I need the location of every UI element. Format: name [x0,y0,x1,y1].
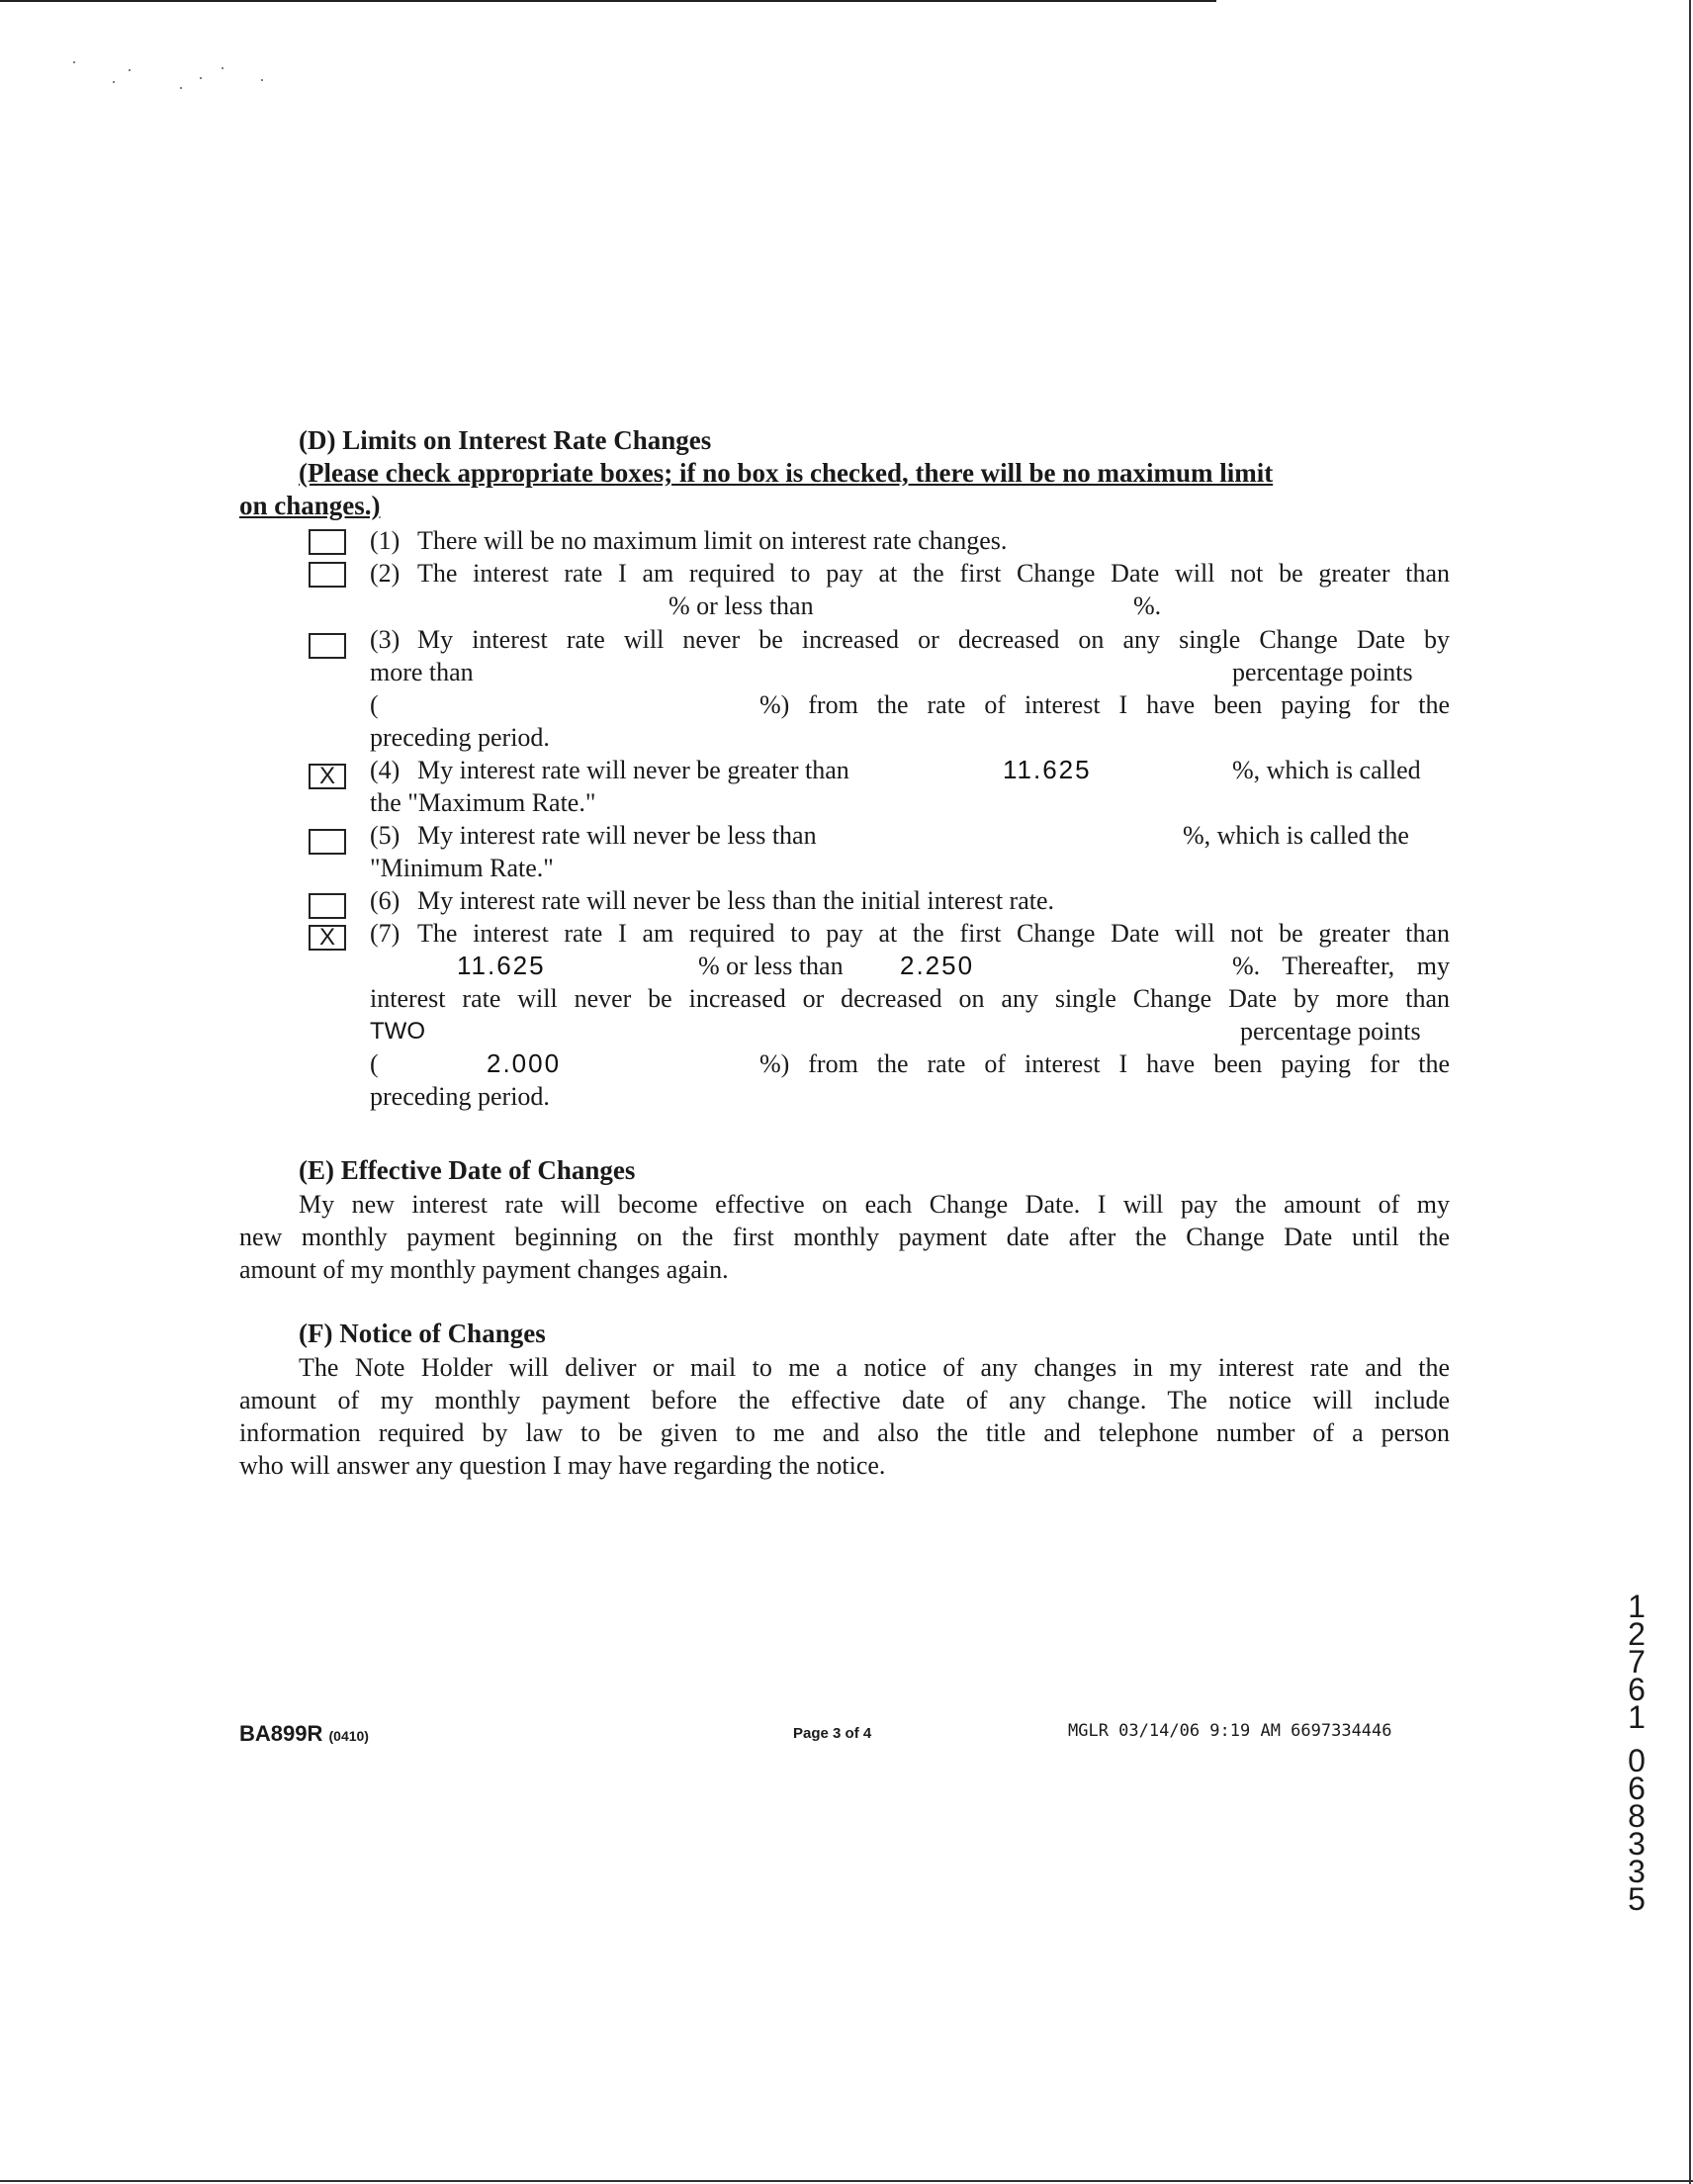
item-3-percentage-points: percentage points [1232,658,1413,686]
section-f-title: (F) Notice of Changes [299,1319,546,1348]
section-f-line-3: information required by law to be given to me and also the title and telephone number of a person [239,1418,1450,1447]
item-7-line-1: The interest rate I am required to pay at the first Change Date will not be greater than [417,919,1450,948]
document-id: MGLR 03/14/06 9:19 AM 6697334446 [1068,1721,1392,1741]
item-3-from-rate: %) from the rate of interest I have been paying for the [759,690,1450,719]
section-f-line-2: amount of my monthly payment before the effective date of any change. The notice will include [239,1386,1450,1414]
side-digit: 3 [1628,1854,1646,1889]
checkbox-item-1[interactable] [309,529,346,555]
item-7-from-rate: %) from the rate of interest I have been paying for the [759,1049,1450,1078]
side-digit: 1 [1628,1699,1646,1735]
side-digit: 3 [1628,1826,1646,1862]
section-e-line-2: new monthly payment beginning on the first monthly payment date after the Change Date until the [239,1223,1450,1251]
item-7-number: (7) [370,919,401,948]
checkbox-item-6[interactable] [309,893,346,919]
form-revision: (0410) [328,1728,369,1744]
item-3-preceding: preceding period. [370,723,550,752]
side-digit: 6 [1628,1672,1646,1707]
side-digit: 7 [1628,1644,1646,1680]
page-number: Page 3 of 4 [793,1725,872,1742]
item-2-pct-end: %. [1133,592,1162,620]
item-7-preceding: preceding period. [370,1082,550,1111]
form-code-text: BA899R [239,1721,323,1746]
side-digit: 5 [1628,1881,1646,1917]
checkbox-item-7[interactable]: X [309,925,346,951]
item-5-line-2: "Minimum Rate." [370,854,554,882]
item-4-line-1: My interest rate will never be greater than [417,756,849,784]
section-d-instruction-1: (Please check appropriate boxes; if no box is checked, there will be no maximum limit [299,458,1274,488]
item-4-number: (4) [370,756,401,784]
item-2-line-1: The interest rate I am required to pay at the first Change Date will not be greater than [417,559,1450,588]
checkbox-item-5[interactable] [309,829,346,855]
item-7-thereafter: %. Thereafter, my [1232,952,1450,980]
item-6-number: (6) [370,886,401,915]
checkbox-item-3[interactable] [309,633,346,659]
section-d-title: (D) Limits on Interest Rate Changes [299,425,712,455]
item-4-maximum-rate-value[interactable]: 11.625 [1003,755,1092,784]
item-3-more-than: more than [370,658,474,686]
item-3-paren: ( [370,690,379,719]
item-7-first-change-max-value[interactable]: 11.625 [457,951,546,980]
section-e-line-1: My new interest rate will become effective on each Change Date. I will pay the amount of my [299,1190,1450,1219]
item-7-line-3: interest rate will never be increased or decreased on any single Change Date by more than [370,984,1450,1013]
item-1-text: There will be no maximum limit on interest rate changes. [417,526,1008,555]
section-f-line-1: The Note Holder will deliver or mail to me a notice of any changes in my interest rate and the [299,1353,1450,1382]
item-5-line-1: My interest rate will never be less than [417,821,817,850]
item-7-percentage-points: percentage points [1240,1017,1421,1046]
item-7-points-words[interactable]: TWO [370,1018,425,1045]
section-f-line-4: who will answer any question I may have regarding the notice. [239,1451,886,1480]
item-4-suffix: %, which is called [1232,756,1421,784]
checkbox-item-4[interactable]: X [309,764,346,789]
side-digit: 6 [1628,1771,1646,1806]
item-7-paren: ( [370,1049,379,1078]
section-d-instruction-2: on changes.) [239,491,381,520]
section-e-title: (E) Effective Date of Changes [299,1155,636,1185]
item-7-pct-or-less: % or less than [698,952,844,980]
scan-specks [69,59,267,99]
item-5-suffix: %, which is called the [1183,821,1409,850]
item-7-points-value[interactable]: 2.000 [487,1048,562,1078]
side-digit: 1 [1628,1589,1646,1624]
item-4-line-2: the "Maximum Rate." [370,788,596,817]
item-1-number: (1) [370,526,401,555]
page-edge-right [1689,0,1691,2184]
item-3-line-1: My interest rate will never be increased or decreased on any single Change Date by [417,625,1450,654]
side-digit: 8 [1628,1798,1646,1834]
item-7-first-change-min-value[interactable]: 2.250 [900,951,975,980]
item-2-number: (2) [370,559,401,588]
page-edge-bottom [0,2180,1693,2182]
section-e-line-3: amount of my monthly payment changes again. [239,1255,729,1284]
side-loan-number [1612,1589,1661,1917]
checkbox-item-2[interactable] [309,562,346,588]
item-2-pct-or-less: % or less than [668,592,814,620]
side-digit: 2 [1628,1616,1646,1652]
item-5-number: (5) [370,821,401,850]
side-digit: 0 [1628,1743,1646,1778]
item-3-number: (3) [370,625,401,654]
form-code [239,1721,369,1747]
page-edge-top [0,0,1216,2]
item-6-line-1: My interest rate will never be less than the initial interest rate. [417,886,1055,915]
